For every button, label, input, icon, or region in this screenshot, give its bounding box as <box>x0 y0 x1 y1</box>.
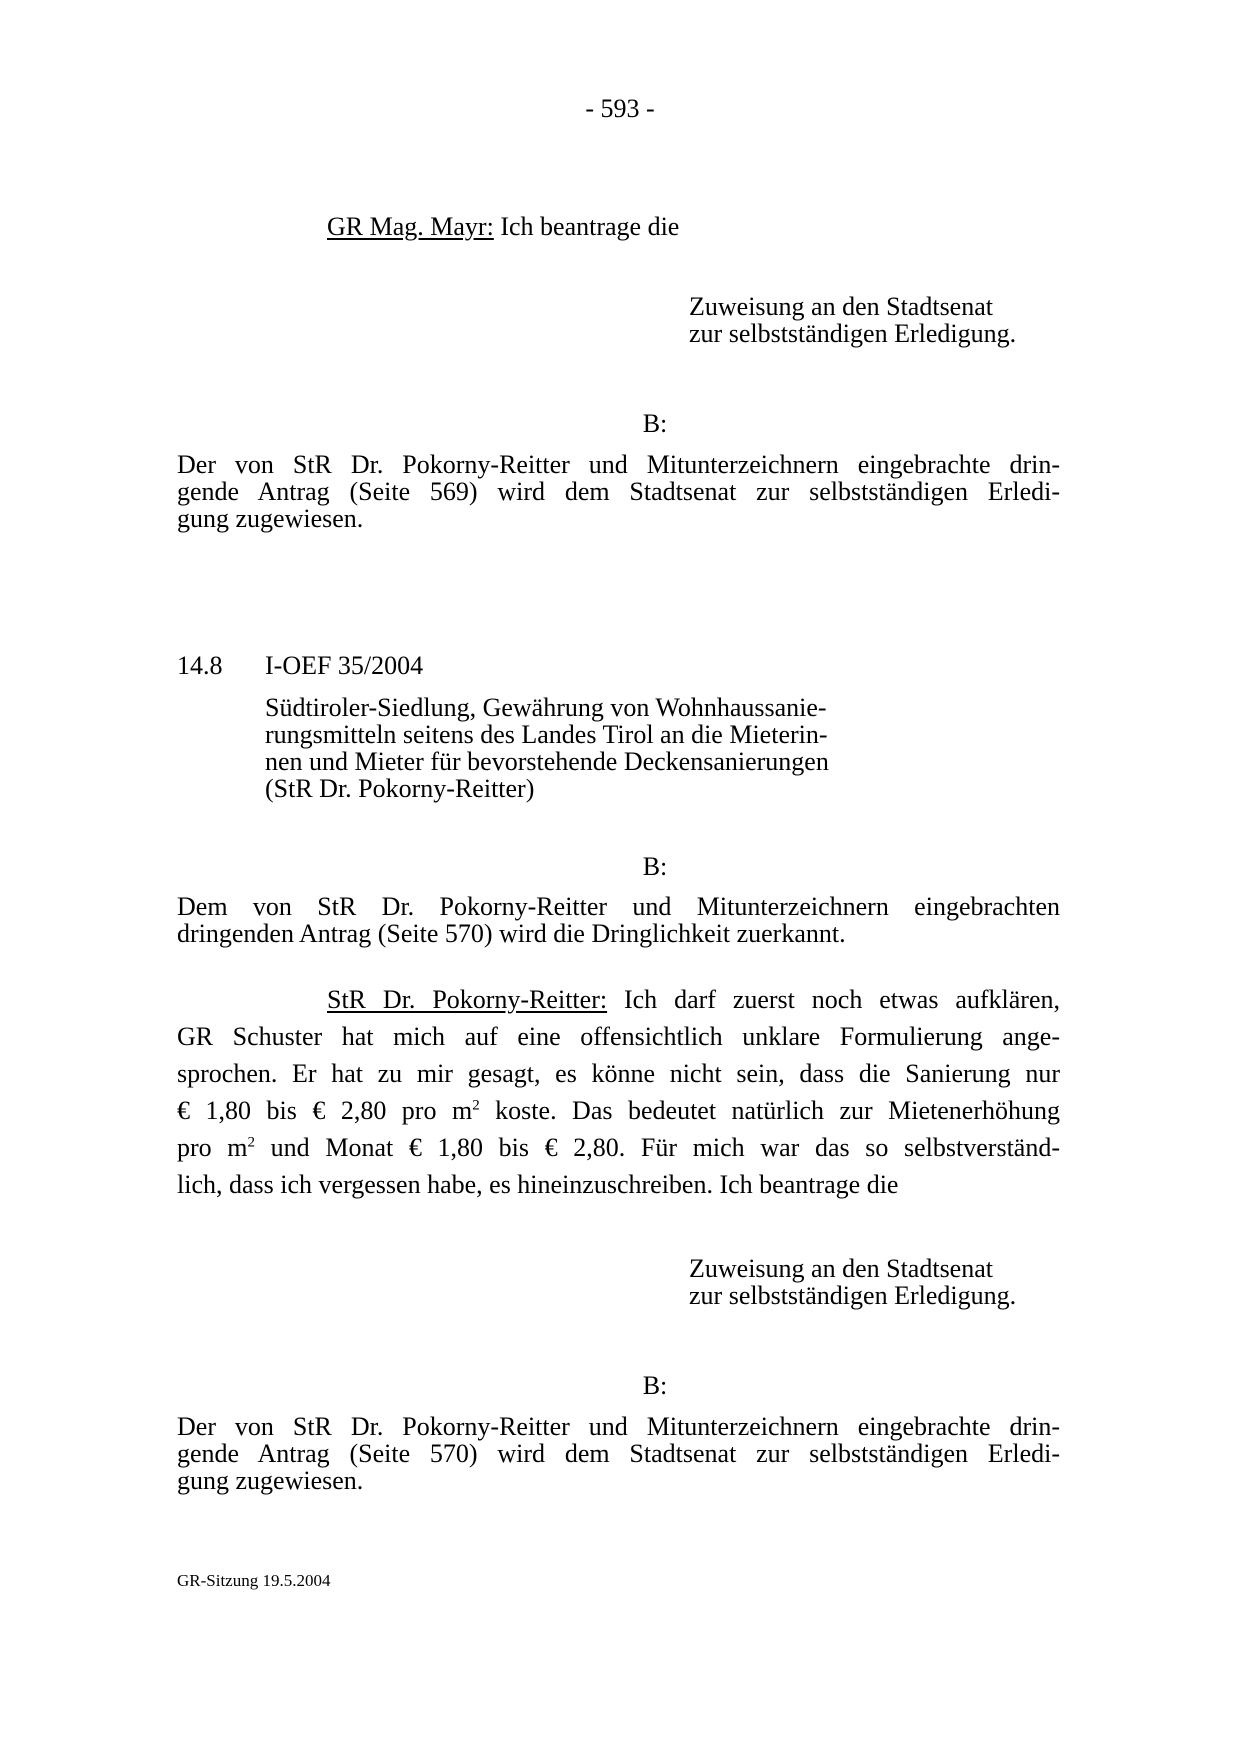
speaker-name: StR Dr. Pokorny-Reitter: <box>327 985 608 1014</box>
decision-line: Der von StR Dr. Pokorny-Reitter und Mitunterzeichnern eingebrachte drin- <box>177 450 1060 479</box>
decision-line: gung zugewiesen. <box>177 504 364 533</box>
motion-line: Zuweisung an den Stadtsenat <box>689 292 993 321</box>
superscript: 2 <box>247 1134 256 1151</box>
item-title-line: nen und Mieter für bevorstehende Deckensanierungen <box>265 747 829 776</box>
decision-1-text <box>177 451 1060 532</box>
footer-session-date: GR-Sitzung 19.5.2004 <box>177 1571 331 1590</box>
decision-marker: B: <box>642 1371 668 1400</box>
speech-line: sprochen. Er hat zu mir gesagt, es könne nicht sein, dass die Sanierung nur <box>177 1059 1060 1088</box>
item-title-line: Südtiroler-Siedlung, Gewährung von Wohnhaussanie- <box>265 693 827 722</box>
decision-line: gende Antrag (Seite 570) wird dem Stadtsenat zur selbstständigen Erledi- <box>177 1439 1060 1468</box>
decision-line: Dem von StR Dr. Pokorny-Reitter und Mitunterzeichnern eingebrachten <box>177 892 1060 921</box>
speech-text: koste. Das bedeutet natürlich zur Mietenerhöhung <box>479 1096 1060 1125</box>
motion-line: zur selbstständigen Erledigung. <box>689 319 1017 348</box>
speech-line <box>177 1129 1060 1166</box>
motion-line: Zuweisung an den Stadtsenat <box>689 1254 993 1283</box>
speech-text: € 1,80 bis € 2,80 pro m <box>177 1096 473 1125</box>
item-title-line: rungsmitteln seitens des Landes Tirol an die Mieterin- <box>265 720 828 749</box>
item-number: 14.8 <box>177 651 223 680</box>
decision-line: Der von StR Dr. Pokorny-Reitter und Mitunterzeichnern eingebrachte drin- <box>177 1412 1060 1441</box>
decision-line: gende Antrag (Seite 569) wird dem Stadtsenat zur selbstständigen Erledi- <box>177 477 1060 506</box>
speech-line <box>177 981 1060 1018</box>
page-number: - 593 - <box>585 94 655 123</box>
speech-mayr <box>327 213 679 240</box>
decision-line: gung zugewiesen. <box>177 1466 364 1495</box>
decision-2-text <box>177 893 1060 947</box>
item-title-line: (StR Dr. Pokorny-Reitter) <box>265 774 535 803</box>
decision-3-text <box>177 1413 1060 1494</box>
speech-line: lich, dass ich vergessen habe, es hineinzuschreiben. Ich beantrage die <box>177 1170 899 1199</box>
speech-text: Ich darf zuerst noch etwas aufklären, <box>607 985 1060 1014</box>
decision-marker: B: <box>642 852 668 881</box>
speaker-name: GR Mag. Mayr: <box>327 212 494 241</box>
speech-text: Ich beantrage die <box>493 212 680 241</box>
decision-line: dringenden Antrag (Seite 570) wird die Dringlichkeit zuerkannt. <box>177 919 846 948</box>
speech-line <box>177 1092 1060 1129</box>
item-title <box>265 694 915 802</box>
motion-block-1 <box>689 293 1016 347</box>
item-reference: I-OEF 35/2004 <box>265 651 424 680</box>
decision-marker: B: <box>642 409 668 438</box>
speech-text: und Monat € 1,80 bis € 2,80. Für mich war das so selbstverständ- <box>255 1133 1060 1162</box>
speech-line: GR Schuster hat mich auf eine offensichtlich unklare Formulierung ange- <box>177 1022 1060 1051</box>
superscript: 2 <box>472 1097 480 1114</box>
speech-pokorny-reitter <box>177 981 1060 1203</box>
motion-line: zur selbstständigen Erledigung. <box>689 1281 1017 1310</box>
motion-block-2 <box>689 1255 1016 1309</box>
speech-text: pro m <box>177 1133 248 1162</box>
